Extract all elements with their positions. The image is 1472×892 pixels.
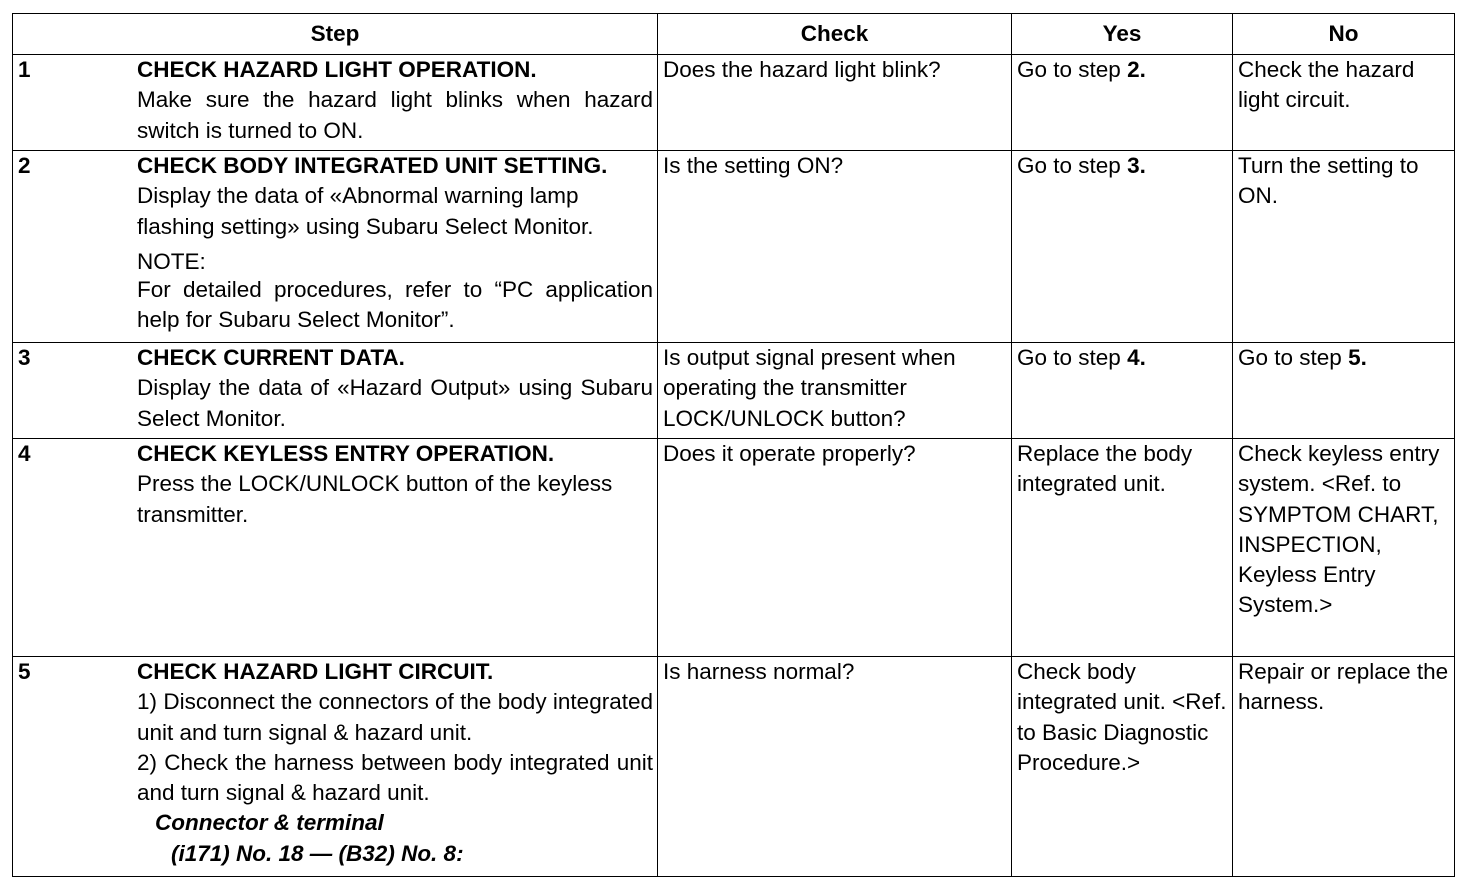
yes-cell xyxy=(1012,343,1233,439)
table-row xyxy=(13,657,1455,877)
header-row xyxy=(13,14,1455,55)
step-title: CHECK KEYLESS ENTRY OPERATION. xyxy=(137,441,555,466)
step-title: CHECK HAZARD LIGHT OPERATION. xyxy=(137,57,537,82)
step-body: Press the LOCK/UNLOCK button of the keyless transmitter. xyxy=(137,471,613,527)
table-row xyxy=(13,343,1455,439)
step-cell xyxy=(13,343,658,439)
step-body: Display the data of «Hazard Output» using Subaru Select Monitor. xyxy=(137,375,653,431)
table-row xyxy=(13,151,1455,343)
yes-cell xyxy=(1012,55,1233,151)
table-row xyxy=(13,439,1455,657)
step-body: Make sure the hazard light blinks when hazard switch is turned to ON. xyxy=(137,87,653,143)
check-cell: Is output signal present when operating the transmitter LOCK/UNLOCK button? xyxy=(658,343,1012,439)
yes-step: 4 xyxy=(1127,345,1140,370)
no-cell xyxy=(1233,343,1455,439)
step-number: 3 xyxy=(18,345,31,370)
check-cell: Does the hazard light blink? xyxy=(658,55,1012,151)
no-cell: Turn the setting to ON. xyxy=(1233,151,1455,343)
step-cell xyxy=(13,151,658,343)
substep-1: 1) Disconnect the connectors of the body integrated unit and turn signal & hazard unit. xyxy=(137,689,653,745)
no-cell: Check keyless entry system. <Ref. to SYMPTOM CHART, INSPECTION, Keyless Entry System.> xyxy=(1233,439,1455,657)
note-label: NOTE: xyxy=(137,248,206,274)
step-title: CHECK BODY INTEGRATED UNIT SETTING. xyxy=(137,153,608,178)
step-number: 1 xyxy=(18,57,31,82)
yes-suffix: . xyxy=(1139,57,1146,82)
no-prefix: Go to step xyxy=(1238,345,1349,370)
check-cell: Is the setting ON? xyxy=(658,151,1012,343)
header-yes: Yes xyxy=(1012,14,1233,55)
check-cell: Does it operate properly? xyxy=(658,439,1012,657)
yes-step: 2 xyxy=(1127,57,1140,82)
step-cell xyxy=(13,55,658,151)
step-cell xyxy=(13,439,658,657)
yes-step: 3 xyxy=(1127,153,1140,178)
yes-prefix: Go to step xyxy=(1017,57,1128,82)
step-title: CHECK HAZARD LIGHT CIRCUIT. xyxy=(137,659,494,684)
yes-prefix: Go to step xyxy=(1017,345,1128,370)
connector-label: Connector & terminal xyxy=(155,810,384,836)
step-title: CHECK CURRENT DATA. xyxy=(137,345,405,370)
table-row xyxy=(13,55,1455,151)
note-text: For detailed procedures, refer to “PC application help for Subaru Select Monitor”. xyxy=(137,277,653,333)
step-cell xyxy=(13,657,658,877)
no-step: 5 xyxy=(1348,345,1361,370)
step-number: 5 xyxy=(18,659,31,684)
yes-suffix: . xyxy=(1139,345,1146,370)
header-check: Check xyxy=(658,14,1012,55)
no-cell: Check the hazard light circuit. xyxy=(1233,55,1455,151)
diagnostic-table xyxy=(12,13,1455,877)
no-cell: Repair or replace the harness. xyxy=(1233,657,1455,877)
no-suffix: . xyxy=(1360,345,1367,370)
yes-cell: Replace the body integrated unit. xyxy=(1012,439,1233,657)
check-cell: Is harness normal? xyxy=(658,657,1012,877)
yes-cell xyxy=(1012,151,1233,343)
yes-prefix: Go to step xyxy=(1017,153,1128,178)
substep-2: 2) Check the harness between body integrated unit and turn signal & hazard unit. xyxy=(137,749,653,806)
yes-suffix: . xyxy=(1139,153,1146,178)
yes-cell: Check body integrated unit. <Ref. to Basic Diagnostic Procedure.> xyxy=(1012,657,1233,877)
step-number: 2 xyxy=(18,153,31,178)
header-no: No xyxy=(1233,14,1455,55)
step-body: Display the data of «Abnormal warning lamp flashing setting» using Subaru Select Monitor. xyxy=(137,183,594,239)
connector-value: (i171) No. 18 — (B32) No. 8: xyxy=(171,840,464,866)
header-step: Step xyxy=(13,14,658,55)
step-number: 4 xyxy=(18,441,31,466)
